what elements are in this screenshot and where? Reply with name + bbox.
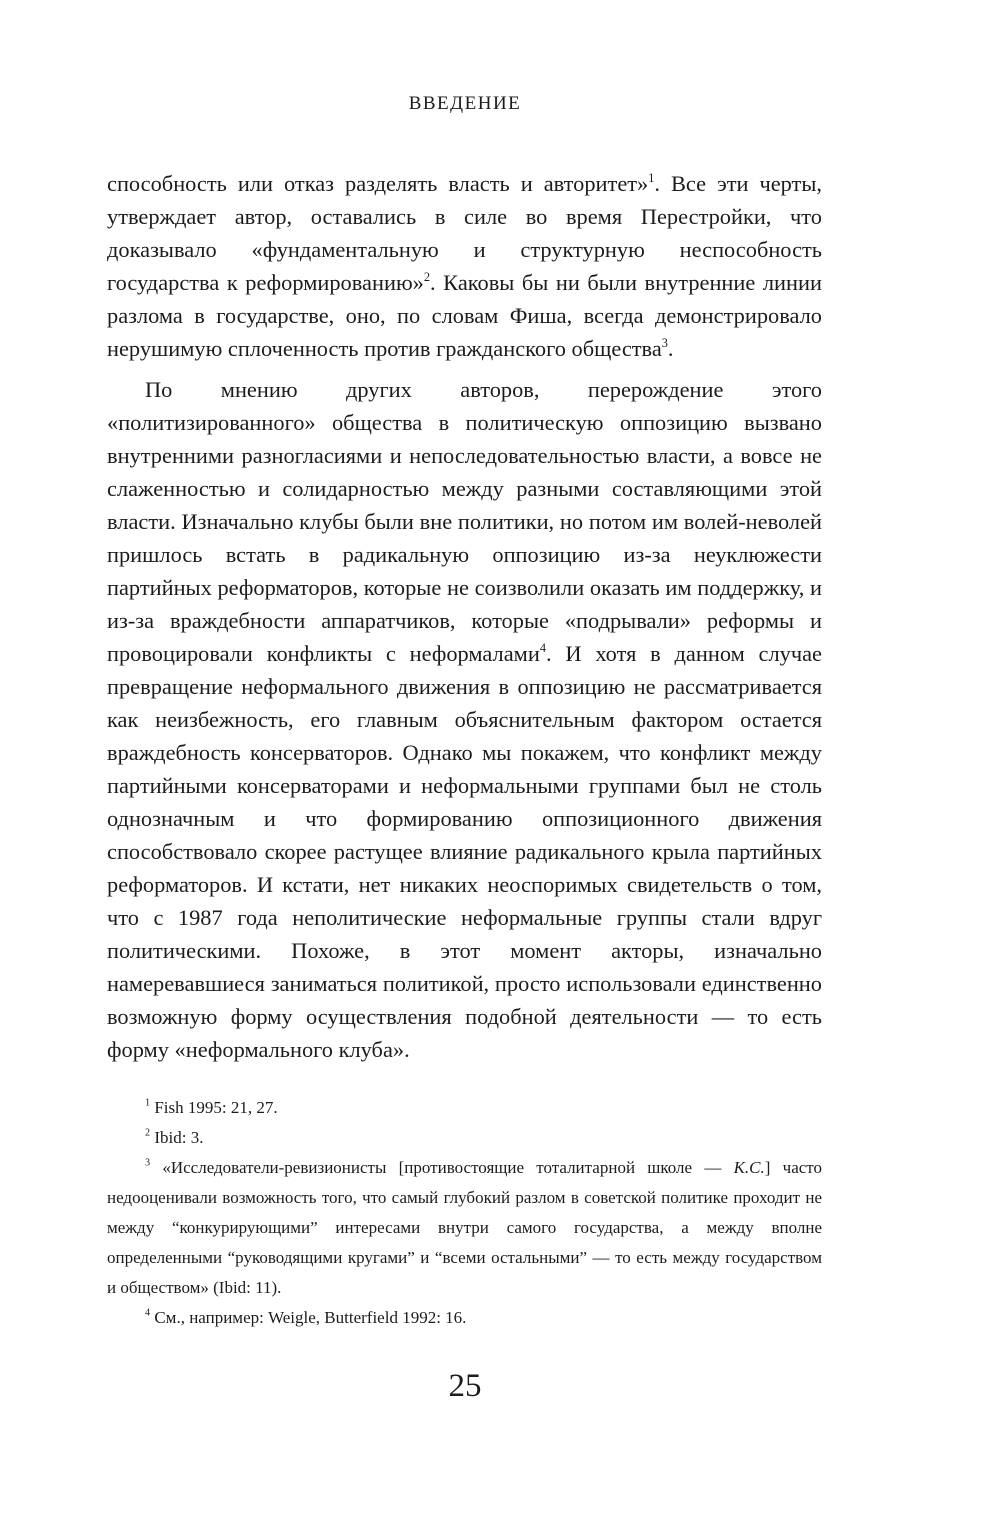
paragraph-1-text-a: способность или отказ разделять власть и авторитет» xyxy=(107,171,649,196)
page-number: 25 xyxy=(448,1368,482,1404)
footnotes xyxy=(107,1093,822,1333)
footnote-number-1: 1 xyxy=(145,1097,151,1109)
footnote-1 xyxy=(107,1093,822,1123)
paragraph-2 xyxy=(107,373,822,1066)
footnote-2 xyxy=(107,1123,822,1153)
footnote-ref-4[interactable]: 4 xyxy=(539,640,546,655)
footnote-3-text-b: ] часто недооценивали возможность того, что самый глубокий разлом в советской политике проходит не между “конкурирующими” интересами внутри самого государства, а между вполне определенными “руководящими кругами” и “всеми остальными” — то есть между государством и обществом» (Ibid: 11). xyxy=(107,1158,822,1297)
footnote-number-4: 4 xyxy=(145,1307,151,1319)
footnote-3-text-a: «Исследователи-ревизионисты [противостоящие тоталитарной школе — xyxy=(162,1158,734,1177)
paragraph-1 xyxy=(107,167,822,365)
footnote-number-2: 2 xyxy=(145,1127,151,1139)
running-title: ВВЕДЕНИЕ xyxy=(408,93,522,114)
footnote-ref-3[interactable]: 3 xyxy=(661,335,668,350)
footnote-number-3: 3 xyxy=(145,1157,151,1169)
paragraph-1-text-b: . Все эти черты, утверждает автор, оставались в силе во время Перестройки, что доказывало «фундаментальную и структурную неспособность государства к реформированию» xyxy=(107,171,822,295)
paragraph-1-text-d: . xyxy=(667,336,674,361)
footnote-3 xyxy=(107,1153,822,1303)
paragraph-2-text-a: По мнению других авторов, перерождение этого «политизированного» общества в политическую оппозицию вызвано внутренними разногласиями и непоследовательностью власти, а вовсе не слаженностью и солидарностью между разными составляющими этой власти. Изначально клубы были вне политики, но потом им волей-неволей пришлось встать в радикальную оппозицию из-за неуклюжести партийных реформаторов, которые не соизволили оказать им поддержку, и из-за враждебности аппаратчиков, которые «подрывали» реформы и провоцировали конфликты с неформалами xyxy=(107,377,822,666)
footnote-3-initials: К.С. xyxy=(733,1158,765,1177)
paragraph-2-text-b: . И хотя в данном случае превращение неформального движения в оппозицию не рассматривается как неизбежность, его главным объяснительным фактором остается враждебность консерваторов. Однако мы покажем, что конфликт между партийными консерваторами и неформальными группами был не столь однозначным и что формированию оппозиционного движения способствовало скорее растущее влияние радикального крыла партийных реформаторов. И кстати, нет никаких неоспоримых свидетельств о том, что с 1987 года неполитические неформальные группы стали вдруг политическими. Похоже, в этот момент акторы, изначально намеревавшиеся заниматься политикой, просто использовали единственно возможную форму осуществления подобной деятельности — то есть форму «неформального клуба». xyxy=(107,641,822,1062)
main-text xyxy=(107,167,822,1066)
footnote-ref-1[interactable]: 1 xyxy=(648,170,655,185)
footnote-1-text: Fish 1995: 21, 27. xyxy=(154,1098,278,1117)
footnote-4 xyxy=(107,1303,822,1333)
footnote-4-text: См., например: Weigle, Butterfield 1992: 16. xyxy=(154,1308,467,1327)
footnote-2-text: Ibid: 3. xyxy=(154,1128,204,1147)
footnote-ref-2[interactable]: 2 xyxy=(423,269,431,284)
paragraph-1-text-c: . Каковы бы ни были внутренние линии разлома в государстве, оно, по словам Фиша, всегда демонстрировало нерушимую сплоченность против гражданского общества xyxy=(107,270,822,361)
